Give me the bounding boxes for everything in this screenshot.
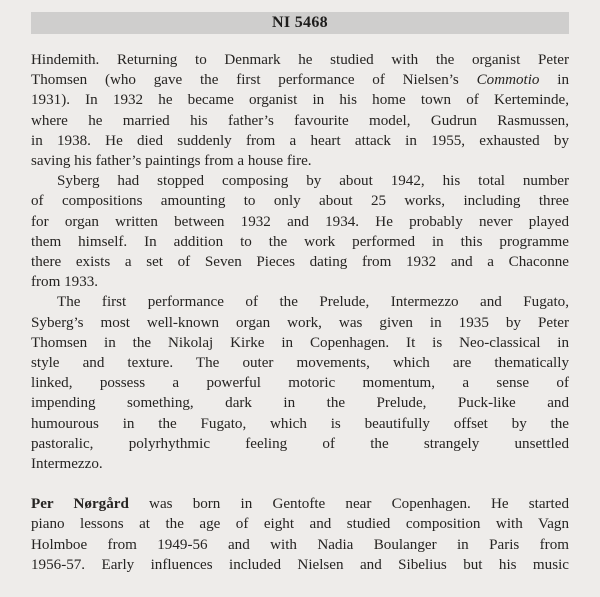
text-line: style and texture. The outer movements, which are thematically <box>31 355 569 372</box>
text-line: Intermezzo. <box>31 456 103 473</box>
text-segment: in <box>539 72 569 89</box>
text-line: The first performance of the Prelude, Intermezzo and Fugato, <box>57 294 569 311</box>
text-line: Holmboe from 1949-56 and with Nadia Boulanger in Paris from <box>31 536 569 553</box>
text-line: humourous in the Fugato, which is beautifully offset by the <box>31 415 569 432</box>
text-line: of compositions amounting to only about 25 works, including three <box>31 193 569 210</box>
text-line: 1931). In 1932 he became organist in his home town of Kerteminde, <box>31 92 569 109</box>
composer-name-per-norgard: Per Nørgård <box>31 496 129 513</box>
paragraph-prelude-intermezzo-fugato <box>31 292 569 474</box>
work-title-commotio: Commotio <box>476 72 540 89</box>
paragraph-per-norgard <box>31 494 569 575</box>
text-line: from 1933. <box>31 274 99 291</box>
paragraph-syberg-biography-end <box>31 50 569 171</box>
text-line: Syberg had stopped composing by about 1942, his total number <box>57 173 569 190</box>
booklet-text <box>31 50 569 575</box>
text-line: impending something, dark in the Prelude, Puck-like and <box>31 395 569 412</box>
text-line: 1956-57. Early influences included Nielsen and Sibelius but his music <box>31 556 569 573</box>
text-line: saving his father’s paintings from a house fire. <box>31 153 312 170</box>
text-line <box>31 70 569 90</box>
text-line: them himself. In addition to the work performed in this programme <box>31 233 569 250</box>
text-line: piano lessons at the age of eight and studied composition with Vagn <box>31 516 569 533</box>
text-line: Hindemith. Returning to Denmark he studied with the organist Peter <box>31 52 569 68</box>
text-segment: was born in Gentofte near Copenhagen. He started <box>128 496 569 513</box>
text-line: pastoralic, polyrhythmic feeling of the strangely unsettled <box>31 435 569 452</box>
text-line <box>31 494 569 514</box>
paragraph-syberg-compositions <box>31 171 569 292</box>
text-segment: Thomsen (who gave the first performance of Nielsen’s <box>31 72 477 89</box>
text-line: Syberg’s most well-known organ work, was given in 1935 by Peter <box>31 314 569 331</box>
text-line: for organ written between 1932 and 1934. He probably never played <box>31 213 569 230</box>
text-line: there exists a set of Seven Pieces dating from 1932 and a Chaconne <box>31 254 569 271</box>
catalogue-header-bar <box>31 12 569 34</box>
text-line: linked, possess a powerful motoric momentum, a sense of <box>31 375 569 392</box>
text-line: where he married his father’s favourite model, Gudrun Rasmussen, <box>31 112 569 129</box>
text-line: in 1938. He died suddenly from a heart attack in 1955, exhausted by <box>31 132 569 149</box>
catalogue-number: NI 5468 <box>272 14 328 31</box>
text-line: Thomsen in the Nikolaj Kirke in Copenhagen. It is Neo-classical in <box>31 334 569 351</box>
